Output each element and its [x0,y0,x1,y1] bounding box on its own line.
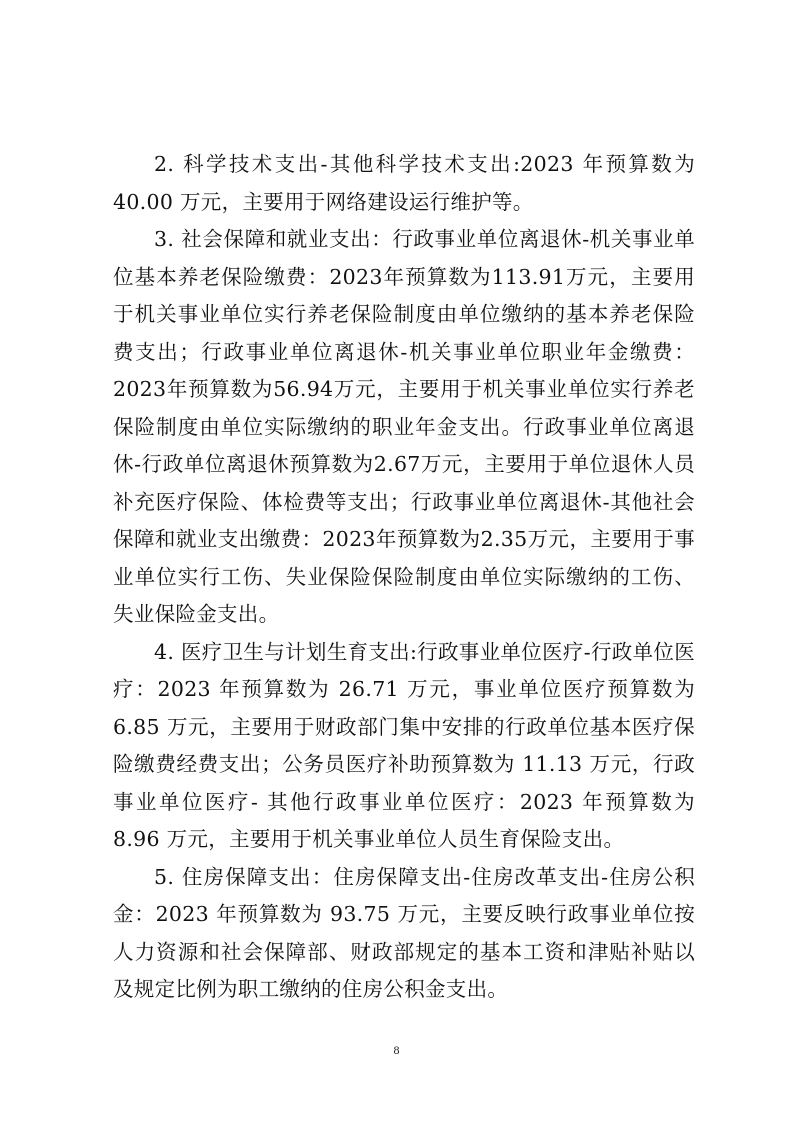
paragraph-social-security: 3. 社会保障和就业支出：行政事业单位离退休-机关事业单位基本养老保险缴费：2023年预算数为113.91万元，主要用于机关事业单位实行养老保险制度由单位缴纳的基本养老保险费支出；行政事业单位离退休-机关事业单位职业年金缴费：2023年预算数为56.94万元，主要用于机关事业单位实行养老保险制度由单位实际缴纳的职业年金支出。行政事业单位离退休-行政单位离退休预算数为2.67万元，主要用于单位退休人员补充医疗保险、体检费等支出；行政事业单位离退休-其他社会保障和就业支出缴费：2023年预算数为2.35万元，主要用于事业单位实行工伤、失业保险保险制度由单位实际缴纳的工伤、失业保险金支出。 [113,227,695,626]
paragraph-science-tech: 2. 科学技术支出-其他科学技术支出:2023 年预算数为 40.00 万元，主要用于网络建设运行维护等。 [113,152,695,214]
paragraph-housing: 5. 住房保障支出：住房保障支出-住房改革支出-住房公积金：2023 年预算数为 93.75 万元，主要反映行政事业单位按人力资源和社会保障部、财政部规定的基本工资和津贴补贴以及规定比例为职工缴纳的住房公积金支出。 [113,864,695,1001]
paragraph-medical-health: 4. 医疗卫生与计划生育支出:行政事业单位医疗-行政单位医疗：2023 年预算数为 26.71 万元，事业单位医疗预算数为 6.85 万元，主要用于财政部门集中安排的行政单位基本医疗保险缴费经费支出；公务员医疗补助预算数为 11.13 万元，行政事业单位医疗- 其他行政事业单位医疗：2023 年预算数为 8.96 万元，主要用于机关事业单位人员生育保险支出。 [113,639,695,851]
body-text [113,146,695,1009]
page-number: 8 [393,1043,400,1057]
